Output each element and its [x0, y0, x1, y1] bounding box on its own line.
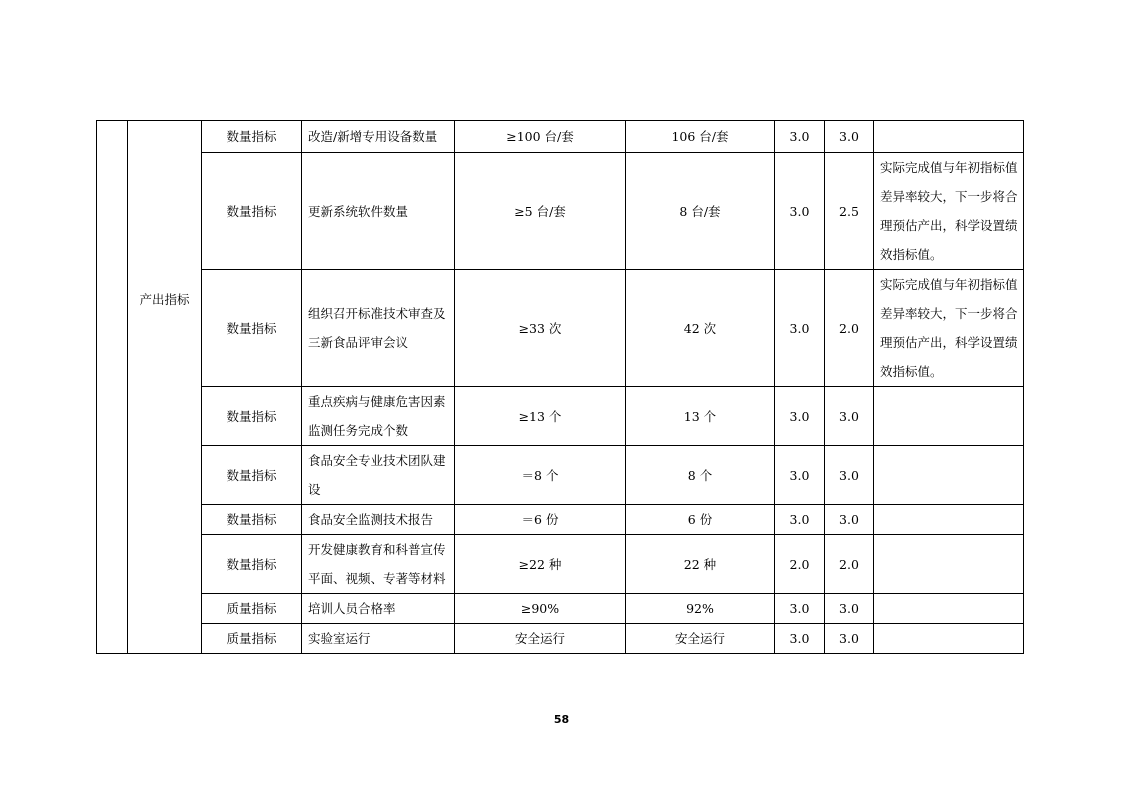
note-cell — [874, 505, 1024, 535]
score-cell: 3.0 — [825, 594, 874, 624]
category-cell: 数量指标 — [202, 270, 302, 387]
actual-value-cell: 13 个 — [626, 387, 775, 446]
target-value-cell: ≥22 种 — [455, 535, 626, 594]
weight-cell: 3.0 — [775, 624, 825, 654]
note-cell — [874, 446, 1024, 505]
note-cell — [874, 624, 1024, 654]
category-cell: 质量指标 — [202, 624, 302, 654]
target-value-cell: ≥100 台/套 — [455, 121, 626, 153]
target-value-cell: ＝6 份 — [455, 505, 626, 535]
actual-value-cell: 106 台/套 — [626, 121, 775, 153]
actual-value-cell: 8 个 — [626, 446, 775, 505]
level2-indicator-cell: 产出指标 — [128, 121, 202, 654]
actual-value-cell: 6 份 — [626, 505, 775, 535]
note-cell: 实际完成值与年初指标值差异率较大，下一步将合理预估产出，科学设置绩效指标值。 — [874, 153, 1024, 270]
note-cell — [874, 387, 1024, 446]
actual-value-cell: 92% — [626, 594, 775, 624]
actual-value-cell: 42 次 — [626, 270, 775, 387]
indicator-cell: 食品安全专业技术团队建设 — [302, 446, 455, 505]
weight-cell: 3.0 — [775, 121, 825, 153]
target-value-cell: ≥13 个 — [455, 387, 626, 446]
table-row — [97, 387, 1024, 446]
category-cell: 数量指标 — [202, 505, 302, 535]
indicator-cell: 改造/新增专用设备数量 — [302, 121, 455, 153]
target-value-cell: ＝8 个 — [455, 446, 626, 505]
indicator-cell: 组织召开标准技术审查及三新食品评审会议 — [302, 270, 455, 387]
score-cell: 3.0 — [825, 387, 874, 446]
target-value-cell: 安全运行 — [455, 624, 626, 654]
score-cell: 3.0 — [825, 624, 874, 654]
actual-value-cell: 安全运行 — [626, 624, 775, 654]
table-row — [97, 270, 1024, 387]
score-cell: 3.0 — [825, 446, 874, 505]
table-row — [97, 121, 1024, 153]
target-value-cell: ≥5 台/套 — [455, 153, 626, 270]
level1-indicator-cell — [97, 121, 128, 654]
score-cell: 3.0 — [825, 505, 874, 535]
indicator-cell: 开发健康教育和科普宣传平面、视频、专著等材料 — [302, 535, 455, 594]
score-cell: 3.0 — [825, 121, 874, 153]
target-value-cell: ≥90% — [455, 594, 626, 624]
category-cell: 数量指标 — [202, 121, 302, 153]
note-cell — [874, 594, 1024, 624]
category-cell: 质量指标 — [202, 594, 302, 624]
weight-cell: 3.0 — [775, 594, 825, 624]
weight-cell: 3.0 — [775, 505, 825, 535]
score-cell: 2.0 — [825, 535, 874, 594]
indicator-cell: 食品安全监测技术报告 — [302, 505, 455, 535]
weight-cell: 3.0 — [775, 446, 825, 505]
weight-cell: 2.0 — [775, 535, 825, 594]
table-row — [97, 153, 1024, 270]
category-cell: 数量指标 — [202, 387, 302, 446]
score-cell: 2.5 — [825, 153, 874, 270]
indicator-cell: 培训人员合格率 — [302, 594, 455, 624]
actual-value-cell: 22 种 — [626, 535, 775, 594]
note-cell — [874, 121, 1024, 153]
table-row — [97, 535, 1024, 594]
score-cell: 2.0 — [825, 270, 874, 387]
category-cell: 数量指标 — [202, 153, 302, 270]
indicator-cell: 实验室运行 — [302, 624, 455, 654]
weight-cell: 3.0 — [775, 270, 825, 387]
page-number: 58 — [553, 713, 570, 726]
table-row — [97, 594, 1024, 624]
note-cell: 实际完成值与年初指标值差异率较大，下一步将合理预估产出，科学设置绩效指标值。 — [874, 270, 1024, 387]
weight-cell: 3.0 — [775, 387, 825, 446]
table-row — [97, 446, 1024, 505]
category-cell: 数量指标 — [202, 446, 302, 505]
table-row — [97, 505, 1024, 535]
weight-cell: 3.0 — [775, 153, 825, 270]
note-cell — [874, 535, 1024, 594]
indicator-cell: 更新系统软件数量 — [302, 153, 455, 270]
target-value-cell: ≥33 次 — [455, 270, 626, 387]
indicator-cell: 重点疾病与健康危害因素监测任务完成个数 — [302, 387, 455, 446]
performance-indicator-table — [96, 120, 1024, 654]
table-row — [97, 624, 1024, 654]
actual-value-cell: 8 台/套 — [626, 153, 775, 270]
category-cell: 数量指标 — [202, 535, 302, 594]
